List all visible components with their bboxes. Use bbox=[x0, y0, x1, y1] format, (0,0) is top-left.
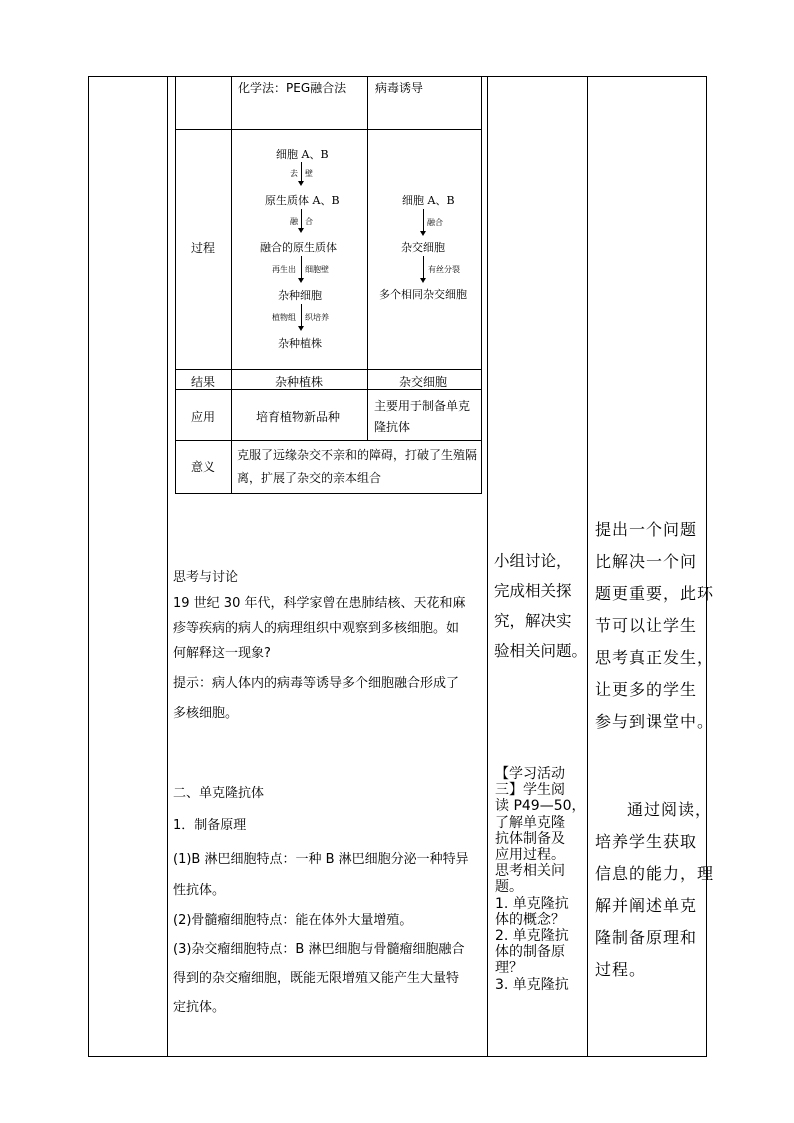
method-animal: 病毒诱导 bbox=[375, 81, 424, 95]
application-plant: 培育植物新品种 bbox=[256, 410, 341, 424]
activity-line: 体的制备原 bbox=[495, 944, 565, 961]
inner-row-divider-1 bbox=[175, 129, 482, 130]
student-discussion-line: 究，解决实 bbox=[494, 612, 572, 630]
application-label: 应用 bbox=[191, 410, 216, 424]
section2-heading: 二、单克隆抗体 bbox=[173, 786, 265, 801]
activity-line: 体的概念？ bbox=[495, 911, 565, 928]
inner-row-divider-4 bbox=[175, 440, 482, 441]
activity-line: 1. 单克隆抗 bbox=[495, 895, 569, 912]
outer-top-border bbox=[88, 76, 707, 77]
activity-line: 思考相关问 bbox=[495, 863, 565, 880]
activity-line: 读 P49—50， bbox=[495, 798, 586, 815]
inner-row-divider-2 bbox=[175, 369, 482, 370]
animal-arrow-1-right: 融合 bbox=[427, 218, 443, 227]
application-animal-line2: 隆抗体 bbox=[374, 420, 411, 434]
discussion-line: 19 世纪 30 年代，科学家曾在患肺结核、天花和麻 bbox=[173, 596, 466, 611]
item3-line: (3)杂交瘤细胞特点：B 淋巴细胞与骨髓瘤细胞融合 bbox=[173, 942, 465, 957]
significance-label: 意义 bbox=[191, 460, 216, 474]
plant-step-3: 融合的原生质体 bbox=[260, 241, 337, 254]
activity-line: 抗体制备及 bbox=[495, 830, 565, 847]
intent-line: 比解决一个问 bbox=[595, 552, 698, 571]
intent-line: 思考真正发生， bbox=[595, 648, 715, 667]
result-plant: 杂种植株 bbox=[275, 375, 324, 389]
outer-col-divider-3 bbox=[587, 76, 588, 1057]
activity-line: 三】学生阅 bbox=[495, 782, 565, 799]
student-discussion-line: 完成相关探 bbox=[494, 582, 572, 600]
plant-arrow-2-left: 融 bbox=[290, 217, 298, 226]
process-label: 过程 bbox=[191, 241, 216, 255]
plant-step-4: 杂种细胞 bbox=[278, 289, 322, 302]
plant-arrow-2 bbox=[301, 209, 302, 229]
outer-col-divider-2 bbox=[487, 76, 488, 1057]
inner-col-divider-2 bbox=[367, 76, 368, 440]
activity-line: 【学习活动 bbox=[495, 766, 565, 782]
result-animal: 杂交细胞 bbox=[399, 375, 448, 389]
plant-arrow-3-right: 细胞壁 bbox=[305, 265, 329, 274]
discussion-heading: 思考与讨论 bbox=[173, 570, 239, 585]
discussion-hint-line: 提示：病人体内的病毒等诱导多个细胞融合形成了 bbox=[173, 676, 460, 691]
discussion-body bbox=[173, 591, 465, 726]
intent-line: 提出一个问题 bbox=[595, 520, 698, 539]
discussion-hint-line: 多核细胞。 bbox=[173, 706, 239, 721]
intent-line: 节可以让学生 bbox=[595, 616, 698, 635]
animal-step-1: 细胞 A、B bbox=[402, 194, 455, 207]
intent-line: 培养学生获取 bbox=[595, 832, 698, 851]
intent-line: 信息的能力，理 bbox=[595, 864, 715, 883]
intent-line: 解并阐述单克 bbox=[595, 896, 698, 915]
activity-line: 题。 bbox=[495, 879, 523, 896]
plant-step-1: 细胞 A、B bbox=[276, 148, 329, 161]
intent-line: 参与到课堂中。 bbox=[595, 712, 715, 731]
significance-line1: 克服了远缘杂交不亲和的障碍，打破了生殖隔 bbox=[237, 448, 478, 462]
item1-line: 性抗体。 bbox=[173, 883, 226, 898]
discussion-line: 疹等疾病的病人的病理组织中观察到多核细胞。如 bbox=[173, 621, 460, 636]
plant-arrow-1-left: 去 bbox=[290, 169, 298, 178]
plant-arrow-4-right: 织培养 bbox=[305, 313, 329, 322]
plant-step-5: 杂种植株 bbox=[278, 337, 322, 350]
activity-line: 理？ bbox=[495, 960, 523, 977]
item3-line: 得到的杂交瘤细胞，既能无限增殖又能产生大量特 bbox=[173, 971, 460, 986]
section2-item1 bbox=[173, 844, 469, 906]
plant-arrow-3-left: 再生出 bbox=[272, 265, 296, 274]
student-discussion-line: 验相关问题。 bbox=[494, 642, 588, 660]
discussion-line: 何解释这一现象? bbox=[173, 646, 271, 661]
item3-line: 定抗体。 bbox=[173, 1000, 226, 1015]
plant-arrow-1 bbox=[301, 162, 302, 182]
outer-bottom-border bbox=[88, 1056, 707, 1057]
animal-arrow-2-right: 有丝分裂 bbox=[428, 265, 460, 274]
intent-line: 通过阅读， bbox=[627, 800, 713, 819]
plant-arrow-4 bbox=[301, 304, 302, 327]
outer-col-divider-1 bbox=[167, 76, 168, 1057]
plant-step-2: 原生质体 A、B bbox=[265, 194, 340, 207]
section2-item2: (2)骨髓瘤细胞特点：能在体外大量增殖。 bbox=[173, 913, 413, 928]
inner-right-border bbox=[481, 76, 482, 494]
significance-line2: 离，扩展了杂交的亲本组合 bbox=[237, 471, 382, 485]
plant-arrow-4-left: 植物组 bbox=[272, 313, 296, 322]
activity-line: 了解单克隆 bbox=[495, 814, 565, 831]
intent-para-2 bbox=[595, 794, 714, 986]
animal-step-2: 杂交细胞 bbox=[401, 241, 445, 254]
plant-arrow-1-right: 壁 bbox=[305, 169, 313, 178]
section2-sub1: 1．制备原理 bbox=[173, 818, 247, 833]
inner-left-border bbox=[175, 76, 176, 494]
animal-step-3: 多个相同杂交细胞 bbox=[379, 288, 467, 301]
intent-line: 题更重要，此环 bbox=[595, 584, 715, 603]
inner-col-divider-1 bbox=[231, 76, 232, 494]
inner-bottom-border bbox=[175, 493, 482, 494]
student-discussion-line: 小组讨论， bbox=[494, 552, 572, 570]
activity-line: 2. 单克隆抗 bbox=[495, 928, 569, 945]
outer-left-border bbox=[88, 76, 89, 1057]
intent-line: 过程。 bbox=[595, 960, 647, 979]
student-discussion bbox=[494, 546, 587, 666]
plant-arrow-2-right: 合 bbox=[305, 217, 313, 226]
item1-line: (1)B 淋巴细胞特点：一种 B 淋巴细胞分泌一种特异 bbox=[173, 852, 469, 867]
activity-line: 3. 单克隆抗 bbox=[495, 976, 569, 993]
intent-line: 隆制备原理和 bbox=[595, 928, 698, 947]
plant-arrow-3 bbox=[301, 256, 302, 279]
animal-arrow-2 bbox=[423, 256, 424, 279]
activity-line: 应用过程。 bbox=[495, 847, 565, 864]
application-animal-line1: 主要用于制备单克 bbox=[374, 399, 471, 413]
method-plant: 化学法：PEG融合法 bbox=[238, 81, 347, 95]
intent-line: 让更多的学生 bbox=[595, 680, 698, 699]
intent-para-1 bbox=[595, 514, 714, 738]
section2-item3 bbox=[173, 935, 464, 1022]
result-label: 结果 bbox=[191, 375, 216, 389]
student-activity bbox=[495, 766, 586, 993]
animal-arrow-1 bbox=[423, 209, 424, 232]
